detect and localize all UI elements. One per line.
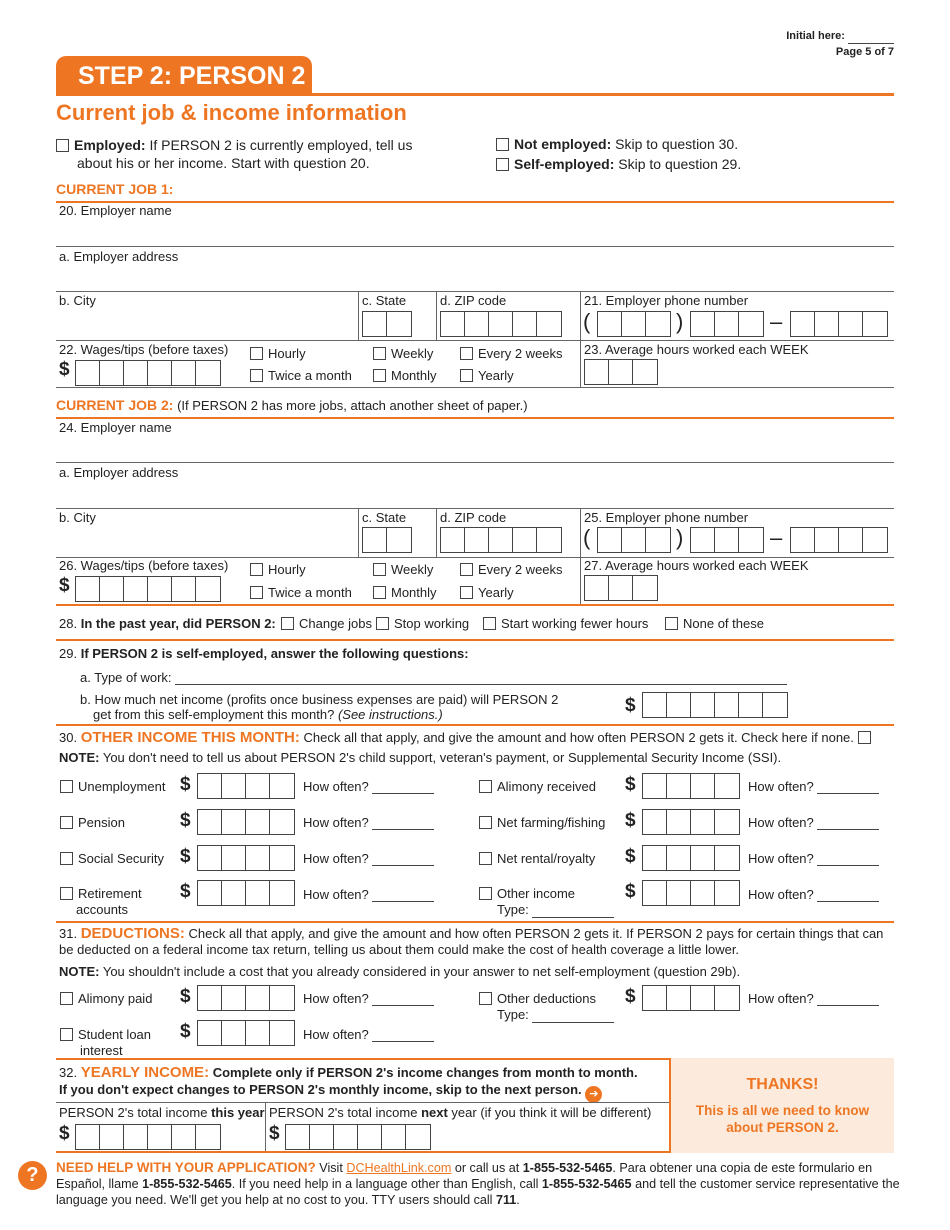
job1-wages-field[interactable]	[75, 360, 221, 386]
job1-employer-name-label: 20. Employer name	[59, 203, 172, 218]
job1-state-label: c. State	[362, 293, 407, 308]
pension-amount[interactable]	[197, 809, 295, 835]
initial-label: Initial here:	[786, 30, 845, 42]
q29-question: 29. If PERSON 2 is self-employed, answer the following questions:	[59, 646, 469, 661]
job2-zip-field[interactable]	[440, 527, 562, 553]
job2-twice-month[interactable]: Twice a month	[250, 585, 352, 600]
income-unemployment[interactable]: Unemployment	[60, 779, 165, 794]
other-deductions-how-often[interactable]: How often?	[748, 991, 879, 1006]
job2-wages-label: 26. Wages/tips (before taxes)	[59, 558, 229, 573]
alimony-paid-how-often[interactable]: How often?	[303, 991, 434, 1006]
job1-state-field[interactable]	[362, 311, 412, 337]
dollar-sign: $	[180, 881, 191, 902]
job1-every-2-weeks[interactable]: Every 2 weeks	[460, 346, 563, 361]
q30-note: NOTE: You don't need to tell us about PERSON 2's child support, veteran's payment, or Supplemental Security Income (SSI).	[59, 750, 782, 765]
job2-phone-line[interactable]	[790, 527, 888, 553]
q29-net-income: b. How much net income (profits once business expenses are paid) will PERSON 2 get from this self-employment this month? (See instructions.)	[80, 692, 559, 722]
farming-amount[interactable]	[642, 809, 740, 835]
income-rental[interactable]: Net rental/royalty	[479, 851, 595, 866]
job2-phone-label: 25. Employer phone number	[584, 510, 749, 525]
q28-none[interactable]: None of these	[665, 616, 764, 631]
job1-phone-prefix[interactable]	[690, 311, 764, 337]
other-deductions-amount[interactable]	[642, 985, 740, 1011]
help-icon: ?	[18, 1161, 47, 1190]
dchealthlink-link[interactable]: DCHealthLink.com	[346, 1161, 452, 1175]
dollar-sign: $	[180, 986, 191, 1007]
arrow-right-icon: ➔	[585, 1086, 602, 1103]
retirement-amount[interactable]	[197, 880, 295, 906]
alimony-paid-amount[interactable]	[197, 985, 295, 1011]
self-employed-checkbox[interactable]	[496, 158, 509, 171]
job1-zip-field[interactable]	[440, 311, 562, 337]
thanks-box	[669, 1058, 894, 1153]
next-year-income[interactable]	[285, 1124, 431, 1150]
job1-hours-label: 23. Average hours worked each WEEK	[584, 342, 809, 357]
rental-how-often[interactable]: How often?	[748, 851, 879, 866]
alimony-amount[interactable]	[642, 773, 740, 799]
phone-dash: –	[770, 309, 783, 334]
job1-yearly[interactable]: Yearly	[460, 368, 514, 383]
close-paren: )	[676, 525, 684, 550]
q31-heading: 31. DEDUCTIONS: Check all that apply, and give the amount and how often PERSON 2 gets it. If PERSON 2 pays for certain things that can be deducted on a federal income tax return, telling us about them could make the cost of health coverage a little lower.	[59, 925, 884, 957]
job2-state-field[interactable]	[362, 527, 412, 553]
farming-how-often[interactable]: How often?	[748, 815, 879, 830]
pension-how-often[interactable]: How often?	[303, 815, 434, 830]
open-paren: (	[583, 525, 591, 550]
income-farming[interactable]: Net farming/fishing	[479, 815, 605, 830]
job1-zip-label: d. ZIP code	[440, 293, 507, 308]
retirement-how-often[interactable]: How often?	[303, 887, 434, 902]
job2-employer-name-label: 24. Employer name	[59, 420, 172, 435]
q32-heading: 32. YEARLY INCOME: Complete only if PERSON 2's income changes from month to month. If you don't expect changes to PERSON 2's monthly income, skip to the next person. ➔	[59, 1064, 638, 1103]
not-employed-checkbox[interactable]	[496, 138, 509, 151]
income-pension[interactable]: Pension	[60, 815, 125, 830]
job1-address-label: a. Employer address	[59, 249, 179, 264]
dollar-sign: $	[180, 810, 191, 831]
q29-net-income-field[interactable]	[642, 692, 788, 718]
alimony-how-often[interactable]: How often?	[748, 779, 879, 794]
deduction-student-loan[interactable]: Student loan interest	[60, 1027, 151, 1059]
open-paren: (	[583, 309, 591, 334]
next-year-label: PERSON 2's total income next year (if you think it will be different)	[269, 1105, 652, 1120]
employed-option[interactable]: Employed: If PERSON 2 is currently employed, tell us about his or her income. Start with question 20.	[56, 136, 412, 172]
this-year-income[interactable]	[75, 1124, 221, 1150]
q31-note: NOTE: You shouldn't include a cost that you already considered in your answer to net self-employment (question 29b).	[59, 964, 741, 979]
help-text: NEED HELP WITH YOUR APPLICATION? Visit DCHealthLink.com or call us at 1-855-532-5465. Para obtener una copia de este formulario en Español, llame 1-855-532-5465. If you need help in a language other than English, call 1-855-532-5465 and tell the customer service representative the language you need. We'll get you help at no cost to you. TTY users should call 711.	[56, 1160, 900, 1207]
thanks-title: THANKS!	[746, 1076, 819, 1093]
q28-question: 28. In the past year, did PERSON 2:	[59, 616, 276, 631]
job2-hours-label: 27. Average hours worked each WEEK	[584, 558, 809, 573]
job2-area-code[interactable]	[597, 527, 671, 553]
job2-state-label: c. State	[362, 510, 407, 525]
job1-wages-label: 22. Wages/tips (before taxes)	[59, 342, 229, 357]
q29-type-of-work: a. Type of work:	[80, 670, 787, 685]
job2-zip-label: d. ZIP code	[440, 510, 507, 525]
q28-fewer-hours[interactable]: Start working fewer hours	[483, 616, 648, 631]
job1-phone-label: 21. Employer phone number	[584, 293, 749, 308]
job2-city-label: b. City	[59, 510, 96, 525]
dollar-sign: $	[625, 774, 636, 795]
social-security-amount[interactable]	[197, 845, 295, 871]
unemployment-amount[interactable]	[197, 773, 295, 799]
job2-yearly[interactable]: Yearly	[460, 585, 514, 600]
deduction-other[interactable]: Other deductions Type:	[479, 991, 614, 1023]
other-income-how-often[interactable]: How often?	[748, 887, 879, 902]
job1-heading: CURRENT JOB 1:	[56, 181, 174, 197]
thanks-text: This is all we need to know about PERSON 2.	[695, 1103, 870, 1135]
deduction-alimony[interactable]: Alimony paid	[60, 991, 152, 1006]
job1-twice-month[interactable]: Twice a month	[250, 368, 352, 383]
phone-dash: –	[770, 525, 783, 550]
dollar-sign: $	[625, 695, 636, 716]
this-year-label: PERSON 2's total income this year	[59, 1105, 265, 1120]
self-employed-option[interactable]: Self-employed: Skip to question 29.	[496, 156, 741, 172]
other-income-amount[interactable]	[642, 880, 740, 906]
job2-phone-prefix[interactable]	[690, 527, 764, 553]
q30-none-checkbox[interactable]	[858, 731, 871, 744]
rental-amount[interactable]	[642, 845, 740, 871]
dollar-sign: $	[59, 575, 70, 596]
dollar-sign: $	[59, 1123, 70, 1144]
job2-address-label: a. Employer address	[59, 465, 179, 480]
job1-area-code[interactable]	[597, 311, 671, 337]
job1-weekly[interactable]: Weekly	[373, 346, 433, 361]
type-of-work-field[interactable]	[175, 684, 787, 685]
job1-hourly[interactable]: Hourly	[250, 346, 306, 361]
student-loan-amount[interactable]	[197, 1020, 295, 1046]
q30-heading: 30. OTHER INCOME THIS MONTH: Check all that apply, and give the amount and how often PERSON 2 gets it. Check here if none.	[59, 729, 876, 746]
job1-city-label: b. City	[59, 293, 96, 308]
job1-phone-line[interactable]	[790, 311, 888, 337]
job2-heading: CURRENT JOB 2: (If PERSON 2 has more jobs, attach another sheet of paper.)	[56, 397, 528, 413]
dollar-sign: $	[180, 1021, 191, 1042]
job2-hourly[interactable]: Hourly	[250, 562, 306, 577]
job1-monthly[interactable]: Monthly	[373, 368, 437, 383]
step-banner: STEP 2: PERSON 2	[56, 56, 312, 95]
dollar-sign: $	[625, 846, 636, 867]
close-paren: )	[676, 309, 684, 334]
income-social-security[interactable]: Social Security	[60, 851, 164, 866]
income-other[interactable]: Other income Type:	[479, 886, 614, 918]
q28-change-jobs[interactable]: Change jobs	[281, 616, 372, 631]
social-security-how-often[interactable]: How often?	[303, 851, 434, 866]
student-loan-how-often[interactable]: How often?	[303, 1027, 434, 1042]
income-alimony[interactable]: Alimony received	[479, 779, 596, 794]
job2-weekly[interactable]: Weekly	[373, 562, 433, 577]
unemployment-how-often[interactable]: How often?	[303, 779, 434, 794]
not-employed-option[interactable]: Not employed: Skip to question 30.	[496, 136, 738, 152]
job2-hours-field[interactable]	[584, 575, 658, 601]
dollar-sign: $	[180, 774, 191, 795]
dollar-sign: $	[59, 359, 70, 380]
dollar-sign: $	[625, 986, 636, 1007]
page-number: Page 5 of 7	[835, 46, 894, 58]
dollar-sign: $	[180, 846, 191, 867]
income-retirement[interactable]: Retirement accounts	[60, 886, 142, 918]
dollar-sign: $	[625, 881, 636, 902]
job2-every-2-weeks[interactable]: Every 2 weeks	[460, 562, 563, 577]
page-title: Current job & income information	[56, 100, 407, 125]
dollar-sign: $	[269, 1123, 280, 1144]
employed-checkbox[interactable]	[56, 139, 69, 152]
job2-monthly[interactable]: Monthly	[373, 585, 437, 600]
q28-stop-working[interactable]: Stop working	[376, 616, 469, 631]
dollar-sign: $	[625, 810, 636, 831]
job1-hours-field[interactable]	[584, 359, 658, 385]
job2-wages-field[interactable]	[75, 576, 221, 602]
